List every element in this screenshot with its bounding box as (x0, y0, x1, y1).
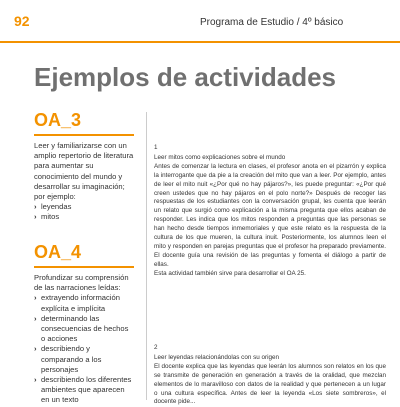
page-number: 92 (14, 13, 30, 29)
activity-heading: Leer leyendas relacionándolas con su origen (154, 353, 279, 361)
objective-code: OA_3 (34, 110, 82, 130)
activity-body: El docente explica que las leyendas que leerán los alumnos son relatos en los que se transmite de generación en generación a través de la oralidad, que mezclan elementos de lo maravilloso con datos de la realidad y que pertenecen a un lugar o una cultura específica. Antes de leer la leyenda «Los siete sombreros», el docente pide... (154, 362, 386, 406)
list-item: › determinando las consecuencias de hechos o acciones (34, 314, 134, 345)
activity-number: 2 (154, 344, 158, 351)
list-item: › leyendas (34, 202, 134, 212)
objective-oa3-text (34, 141, 134, 223)
activity-body: Antes de comenzar la lectura en clases, el profesor anota en el pizarrón y explica la interrogante que da pie a la creación del mito que van a leer. Por ejemplo, antes de leer el mito nuit «¿Por qué no hay pájaros?», les puede preguntar: «¿Por qué creen ustedes que no hay pájaros en el polo norte?» Después de recoger las respuestas de los estudiantes con la conversación grupal, les cuenta que leerán un relato que surgió como explicación a la misma pregunta que ellos acaban de responder. Les indica que los mitos responden a preguntas que las personas se han hecho desde tiempos inmemoriales y que este relato es la respuesta de la cultura de los que mueren, la cultura inuit. Posteriormente, los alumnos leen el mito y responden en parejas preguntas que el profesor ha preparado previamente. El docente guía una revisión de las preguntas y fomenta el diálogo a partir de ellas. (154, 162, 386, 268)
objective-rule (34, 266, 134, 268)
activity-number: 1 (154, 144, 158, 151)
objective-oa4-heading (34, 242, 134, 268)
activity-1 (154, 144, 386, 279)
list-item: › describiendo los diferentes ambientes que aparecen en un texto (34, 375, 134, 406)
column-divider (146, 112, 147, 400)
objective-list (34, 202, 134, 222)
list-item: › mitos (34, 212, 134, 222)
activity-2 (154, 344, 386, 407)
header-rule (0, 41, 400, 43)
activity-closing: Esta actividad también sirve para desarrollar el OA 25. (154, 269, 306, 277)
activity-heading: Leer mitos como explicaciones sobre el mundo (154, 153, 286, 161)
objective-rule (34, 134, 134, 136)
running-title: Programa de Estudio / 4º básico (200, 17, 344, 28)
objective-oa3-heading (34, 110, 134, 136)
page-header (0, 0, 400, 44)
objective-description: Profundizar su comprensión de las narraciones leídas: (34, 273, 129, 293)
objective-list (34, 293, 134, 405)
objective-code: OA_4 (34, 242, 82, 262)
list-item: › describiendo y comparando a los personajes (34, 344, 134, 375)
objective-oa4-text (34, 273, 134, 406)
page-title: Ejemplos de actividades (34, 62, 337, 92)
list-item: › extrayendo información explícita e implícita (34, 293, 134, 313)
objective-description: Leer y familiarizarse con un amplio repertorio de literatura para aumentar su conocimiento del mundo y desarrollar su imaginación; por ejemplo: (34, 141, 134, 202)
